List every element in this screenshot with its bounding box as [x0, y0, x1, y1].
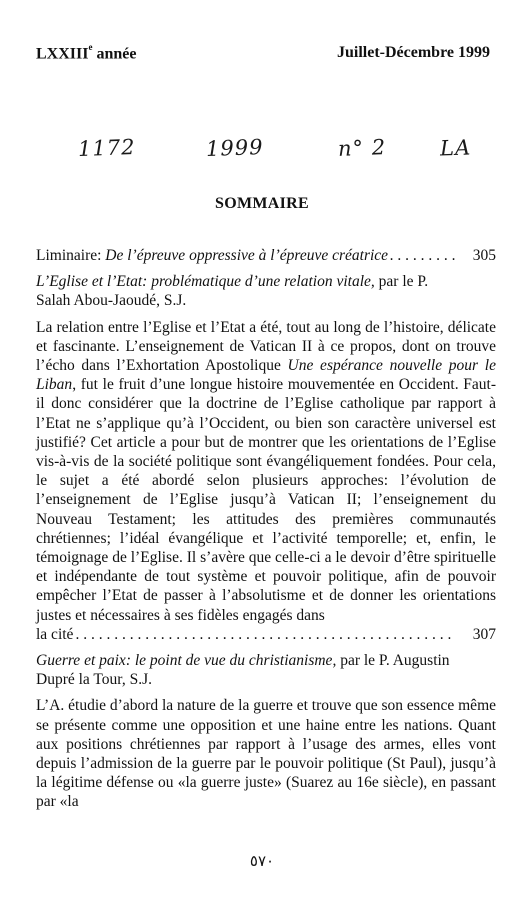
article-title: Guerre et paix: le point de vue du christianisme,	[36, 652, 337, 670]
article-heading	[36, 651, 496, 689]
article-author: par le P. Augustin Dupré la Tour, S.J.	[36, 652, 450, 689]
abstract-text: L’A. étudie d’abord la nature de la guerre et trouve que son essence même se présente comme une opposition et une haine entre les nations. Quant aux positions chrétiennes par rapport à l’usage des armes, elles vont depuis l’admission de la guerre par le pouvoir politique (St Paul), jusqu’à la légitime défense ou «la guerre juste» (Suarez au 16e siècle), en passant par «la	[36, 697, 496, 811]
toc-title: De l’épreuve oppressive à l’épreuve créatrice . . .	[105, 247, 388, 264]
article-author: par le P. Salah Abou-Jaoudé, S.J.	[36, 273, 429, 310]
article-title: L’Eglise et l’Etat: problématique d’une relation vitale,	[36, 273, 375, 291]
toc-entry-end	[36, 625, 496, 644]
volume-number: LXXIII	[36, 45, 89, 63]
toc-label: Liminaire:	[36, 247, 106, 264]
volume-heading	[36, 44, 136, 63]
table-of-contents	[36, 246, 496, 812]
volume-superscript: e	[88, 42, 93, 52]
abstract-text: La relation entre l’Eglise et l’Etat a été, tout au long de l’histoire, délicate et fascinante. L’enseignement de Vatican II à ce propos, dont on trouve l’écho dans l’Exhortation Apostolique	[36, 318, 496, 375]
toc-entry-liminaire	[36, 246, 496, 265]
article-abstract	[36, 318, 496, 625]
abstract-last-line: la cité . . .	[36, 626, 73, 643]
page-folio: ٥٧٠	[249, 852, 275, 870]
handwritten-note: 1172	[77, 135, 136, 161]
handwritten-note: 1999	[205, 135, 264, 161]
article-abstract	[36, 696, 496, 811]
page-number: 305	[472, 247, 496, 264]
volume-suffix: année	[92, 45, 137, 63]
handwritten-note: LA	[439, 135, 472, 161]
page-number: 307	[472, 625, 496, 643]
page-title: SOMMAIRE	[215, 195, 309, 212]
handwritten-note: n° 2	[337, 135, 387, 161]
issue-date: Juillet-Décembre 1999	[337, 44, 490, 61]
abstract-text: , fut le fruit d’une longue histoire mouvementée en Occident. Faut-il donc considérer que la doctrine de l’Eglise catholique par rapport à l’Etat ne s’applique qu’à l’Occident, ou bien son caractère universel est justifié? Cet article a pour but de montrer que les orientations de l’Eglise vis-à-vis de la société politique sont évangéliquement fondées. Pour cela, le sujet a été abordé selon plusieurs approches: l’évolution de l’enseignement de l’Eglise jusqu’à Vatican II; l’enseignement du Nouveau Testament; les attitudes des premières communautés chrétiennes; l’idéal évangélique et l’activité temporelle; et, enfin, le témoignage de l’Eglise. Il s’avère que celle-ci a le devoir d’être spirituelle et indépendante de tout système et pouvoir politique, afin de pouvoir empêcher l’Etat de passer à l’absolutisme et de donner les orientations justes et nécessaires à ses fidèles engagés dans	[36, 376, 496, 624]
article-heading	[36, 272, 496, 310]
cited-title: Une espérance nouvelle pour le Liban	[36, 357, 496, 394]
